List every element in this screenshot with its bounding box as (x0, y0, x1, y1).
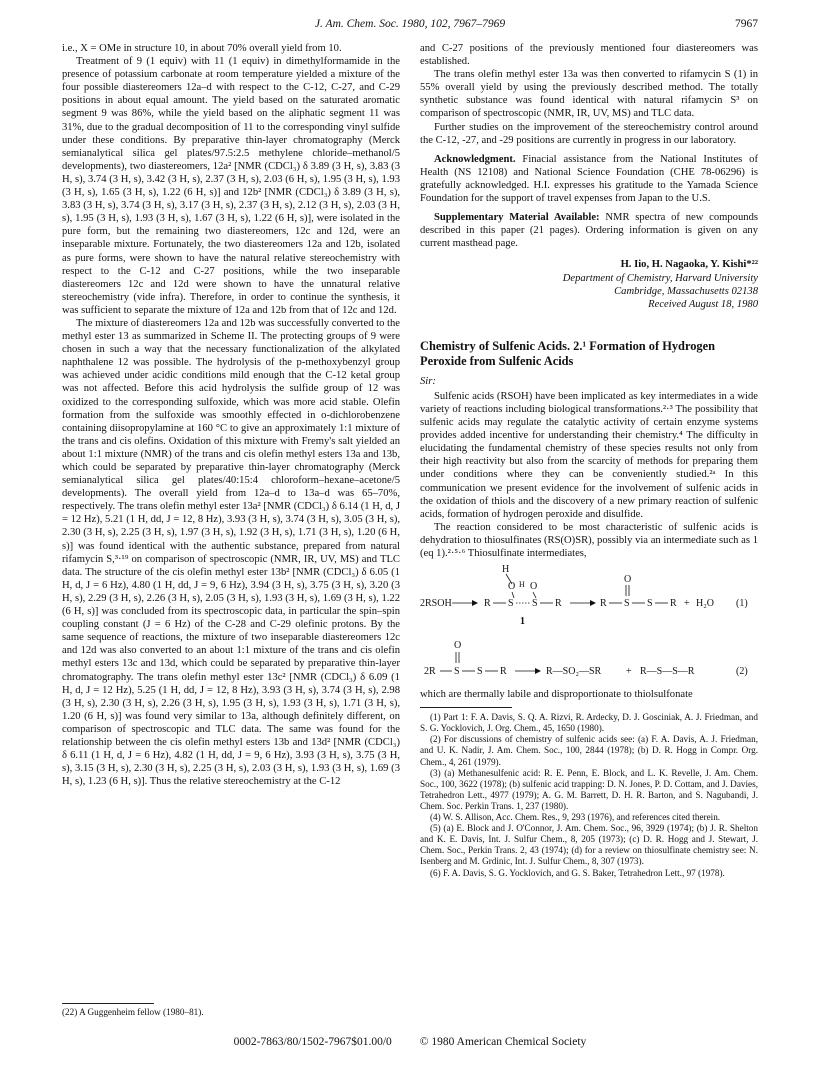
footnotes (420, 712, 758, 878)
affiliation-address: Cambridge, Massachusetts 02138 (614, 285, 758, 297)
footnote: (3) (a) Methanesulfenic acid: R. E. Penn, E. Block, and L. K. Revelle, J. Am. Chem. Soc., 100, 3622 (1978); (b) sulfenic acid trapping: D. N. Jones, P. D. Cottam, and J. Davies, Tetrahedron Lett., 4977 (1979); A. G. M. Barrett, D. H. R. Barton, and S. Nagubandi, J. Chem. Soc. Perkin Trans. 1, 237 (1980). (420, 767, 758, 811)
eq1-arrowhead-2 (590, 600, 596, 606)
eq1-o-right: O (530, 581, 538, 593)
eq2-coefficient: 2R (424, 666, 436, 678)
reaction-scheme-drawing (420, 564, 758, 686)
eq1-p-s1: S (624, 598, 630, 610)
right-column (420, 42, 758, 879)
eq2-r: R (500, 666, 507, 678)
supplementary-heading: Supplementary Material Available: (434, 212, 600, 224)
eq1-plus: + (684, 598, 690, 610)
acknowledgment-text: Finacial assistance from the National Institutes of Health (NS 12108) and National Science Foundation (CHE 78-06296) is gratefully acknowledged. H.I. expresses his gratitude to the Yamada Science Foundation for the support of travel expenses from Japan to the U.S. (420, 153, 758, 205)
journal-citation: J. Am. Chem. Soc. 1980, 102, 7967–7969 (314, 18, 506, 30)
copyright: © 1980 American Chemical Society (419, 1036, 587, 1048)
paragraph: which are thermally labile and disproportionate to thiolsulfonate (420, 689, 693, 701)
eq1-h-top: H (502, 564, 510, 576)
salutation: Sir: (420, 375, 436, 387)
eq2-o: O (454, 640, 462, 652)
footnote-rule (420, 707, 512, 708)
supplementary-text: NMR spectra of new compounds described in this paper (21 pages). Ordering information is given on any current masthead page. (420, 212, 758, 250)
left-column (62, 42, 400, 788)
eq2-arrowhead (535, 668, 541, 674)
running-header (62, 18, 758, 34)
received-date: Received August 18, 1980 (648, 298, 758, 310)
footnote-rule (62, 1003, 154, 1004)
paragraph: The mixture of diastereomers 12a and 12b was successfully converted to the methyl ester 13 as summarized in Scheme II. The protecting groups of 9 were chosen in such a way that the necessary functionalization of the alkylated naphthalene 12 was possible. The hydrolysis of the p-methoxybenzyl group was achieved under acidic conditions mild enough that the C-12 ketal group was not affected. Before this acid hydrolysis the sulfide group of 12 was oxidized to the corresponding sulfoxide, which was more acid stable. Olefin formation from the sulfoxide was smoothly effected in o-dichlorobenzene containing diisopropylamine at 160 °C to give an approximately 1:1 mixture of the trans and cis olefins. Oxidation of this mixture with Fremy's salt yielded an about 1:1 mixture (NMR) of the trans and cis olefin methyl esters 13a and 13b, which could be separated by preparative thin-layer chromatography (Merck semianalytical silica gel plates/40:15:4 chloroform–hexane–acetone/5 developments). The overall yield from 12a–d to 13a–d was 65–70%, respectively. The trans olefin methyl ester 13a² [NMR (CDCl₃) δ 6.14 (1 H, d, J = 12 Hz), 5.21 (1 H, dd, J = 12, 8 Hz), 3.93 (3 H, s), 3.74 (3 H, s), 3.05 (3 H, s), 2.30 (3 H, s), 2.25 (3 H, s), 1.97 (3 H, s), 1.92 (3 H, s), 1.71 (3 H, s), 1.20 (6 H, s)] was found identical with the authentic substance, prepared from natural rifamycin S,³·¹⁹ on comparison of spectroscopic (NMR, IR, UV, MS) and TLC data. The structure of the cis olefin methyl ester 13b² [NMR (CDCl₃) δ 6.05 (1 H, d, J = 6 Hz), 4.80 (1 H, dd, J = 9, 6 Hz), 3.94 (3 H, s), 3.75 (3 H, s), 3.20 (3 H, s), 2.29 (3 H, s), 2.26 (3 H, s), 2.05 (3 H, s), 1.93 (3 H, s), 1.69 (3 H, s), 1.22 (6 H, s)] was concluded from its spectroscopic data, in particular the spin–spin coupling constant (J = 6 Hz) of the C-28 and C-29 olefinic protons. By the same sequence of reactions, the mixture of two inseparable diastereomers 12c and 12d was also converted to an about 1:1 mixture of the trans and cis olefin methyl esters 13c and 13d, which could be separated by preparative thin-layer chromatography. The trans olefin methyl ester 13c² [NMR (CDCl₃) δ 6.09 (1 H, d, J = 12 Hz), 5.25 (1 H, dd, J = 12, 8 Hz), 3.93 (3 H, s), 3.74 (3 H, s), 2.98 (3 H, s), 2.30 (3 H, s), 2.26 (3 H, s), 1.95 (3 H, s), 1.93 (3 H, s), 1.71 (3 H, s), 1.20 (6 H, s)] was found very similar to 13a, although definitely different, on comparison of spectroscopic and TLC data. The same was found for the relationship between the cis olefin methyl esters 13b and 13d² [NMR (CDCl₃) δ 6.11 (1 H, d, J = 6 Hz), 4.82 (1 H, dd, J = 9, 6 Hz), 3.93 (3 H, s), 3.75 (3 H, s), 3.15 (3 H, s), 2.30 (3 H, s), 2.25 (3 H, s), 2.03 (3 H, s), 1.93 (3 H, s), 1.69 (3 H, s), 1.23 (6 H, s)]. Thus the relative stereochemistry at the C-12 (62, 317, 400, 788)
eq2-label: (2) (736, 666, 748, 678)
eq1-arrowhead-1 (472, 600, 478, 606)
page-number: 7967 (735, 18, 758, 30)
eq1-r2: R (555, 598, 562, 610)
footnote: (4) W. S. Allison, Acc. Chem. Res., 9, 293 (1976), and references cited therein. (430, 812, 721, 823)
eq2-s1: S (454, 666, 460, 678)
page-footer (62, 1036, 758, 1048)
eq1-p-o: O (624, 574, 632, 586)
eq1-compound-number: 1 (520, 616, 525, 628)
affiliation: Department of Chemistry, Harvard University (562, 272, 758, 284)
eq1-reactant: 2RSOH (420, 598, 452, 610)
eq1-p-r2: R (670, 598, 677, 610)
acknowledgment (420, 153, 758, 205)
paragraph: Treatment of 9 (1 equiv) with 11 (1 equiv) in dimethylformamide in the presence of potassium carbonate at room temperature yielded a mixture of the four possible diastereomers 12a–d with respect to the C-12, C-27, and C-29 positions in about equal amount. The yield based on the saturated aromatic segment 9 was 86%, while the yield based on the aliphatic segment 11 was 31%, due to the gradual decomposition of 11 to the corresponding vinyl sulfide under these conditions. By preparative thin-layer chromatography (Merck semianalytical silica gel plates/97.5:2.5 methylene chloride–methanol/5 developments), two diastereomers, 12a² [NMR (CDCl₃) δ 3.89 (3 H, s), 3.83 (3 H, s), 3.74 (3 H, s), 3.42 (3 H, s), 2.37 (3 H, s), 2.03 (6 H, s), 1.95 (3 H, s), 1.93 (3 H, s), 1.65 (3 H, s), 1.22 (6 H, s)] and 12b² [NMR (CDCl₃) δ 3.89 (3 H, s), 3.83 (3 H, s), 3.74 (3 H, s), 3.17 (3 H, s), 2.37 (3 H, s), 2.12 (3 H, s), 2.03 (3 H, s), 1.95 (3 H, s), 1.93 (3 H, s), 1.67 (3 H, s), 1.22 (6 H, s)], were isolated in the pure form, but the remaining two diastereomers, 12c and 12d, were an inseparable mixture. Fortunately, the two diastereomers 12a and 12b, isolated as pure forms, were shown to have the natural relative stereochemistry with respect to the C-12 and C-27 positions, while the two inseparable diastereomers 12c and 12d were shown to have the unnatural relative stereochemistry (vide infra). Therefore, in order to continue the synthesis, it was sufficient to separate the mixture of 12a and 12b from that of 12c and 12d. (62, 56, 400, 316)
article-title: Chemistry of Sulfenic Acids. 2.¹ Formation of Hydrogen Peroxide from Sulfenic Acids (420, 338, 715, 368)
eq1-label: (1) (736, 598, 748, 610)
author-list: H. Iio, H. Nagaoka, Y. Kishi*²² (620, 259, 758, 271)
footnote: (22) A Guggenheim fellow (1980–81). (62, 1007, 204, 1017)
eq1-o-left: O (508, 581, 516, 593)
paragraph: and C-27 positions of the previously mentioned four diastereomers was established. (420, 43, 758, 68)
eq1-s2: S (532, 598, 538, 610)
eq2-plus: + (626, 666, 632, 678)
footnote: (1) Part 1: F. A. Davis, S. Q. A. Rizvi, R. Ardecky, D. J. Gosciniak, A. J. Friedman, and S. G. Yocklovich, J. Org. Chem., 45, 1650 (1980). (420, 712, 758, 734)
reaction-scheme (420, 564, 758, 686)
eq1-r1: R (484, 598, 491, 610)
paragraph: The trans olefin methyl ester 13a was then converted to rifamycin S (1) in 55% overall yield by using the previously described method. The totally synthetic substance was found identical with natural rifamycin S³ on comparison of spectroscopic (NMR, IR, UV, MS) and TLC data. (420, 69, 758, 120)
footnote: (6) F. A. Davis, S. G. Yocklovich, and G. S. Baker, Tetrahedron Lett., 97 (1978). (430, 867, 725, 878)
eq1-p-s2: S (647, 598, 653, 610)
paragraph: The reaction considered to be most characteristic of sulfenic acids is dehydration to thiosulfinates (RS(O)SR), possibly via an intermediate such as 1 (eq 1).²·⁵·⁶ Thiosulfinate intermediates, (420, 521, 758, 559)
eq1-h-mid: H (519, 580, 525, 590)
paragraph: Further studies on the improvement of the stereochemistry control around the C-12, -27, and -29 positions are currently in progress in our laboratory. (420, 121, 758, 146)
paragraph: i.e., X = OMe in structure 10, in about 70% overall yield from 10. (62, 43, 342, 54)
footnote: (5) (a) E. Block and J. O'Connor, J. Am. Chem. Soc., 96, 3929 (1974); (b) J. R. Shelton and K. E. Davis, Int. J. Sulfur Chem., 8, 205 (1973); (c) D. R. Hogg and J. Stewart, J. Chem. Soc., Perkin Trans. 2, 43 (1974); (d) for a review on thiosulfinate chemistry see: N. Isenberg and M. Grdinic, Int. J. Sulfur Chem., 8, 307 (1973). (420, 823, 758, 867)
eq2-product-1: R—SO₂—SR (546, 666, 602, 678)
left-footnote-block (62, 1003, 400, 1018)
supplementary-material (420, 211, 758, 250)
eq1-s1: S (508, 598, 514, 610)
article-code: 0002-7863/80/1502-7967$01.00/0 (233, 1036, 392, 1048)
eq1-p-r1: R (600, 598, 607, 610)
acknowledgment-heading: Acknowledgment. (434, 153, 516, 165)
eq2-product-2: R—S—S—R (640, 666, 695, 678)
paragraph: Sulfenic acids (RSOH) have been implicated as key intermediates in a wide variety of reactions including biological transformations.²·³ The possibility that sulfenic acids may regulate the catalytic activity of certain enzyme systems provides added incentive for understanding their chemistry.⁴ The difficulty in elucidating the fundamental chemistry of these species results not only from their high reactivity but also from the scarcity of methods for preparing them under conditions where they can be conveniently studied.²ᵃ In this communication we present evidence for the involvement of sulfenic acids in the oxidation of thiols and the discovery of a new primary reaction of sulfenic acids, formation of hydrogen peroxide and disulfide. (420, 390, 758, 520)
eq1-water: H₂O (696, 598, 714, 610)
footnote: (2) For discussions of chemistry of sulfenic acids see: (a) F. A. Davis, A. J. Friedman, and U. K. Nadir, J. Am. Chem. Soc., 100, 2844 (1978); (b) D. R. Hogg in Compr. Org. Chem., 4, 261 (1979). (420, 734, 758, 767)
eq2-s2: S (477, 666, 483, 678)
